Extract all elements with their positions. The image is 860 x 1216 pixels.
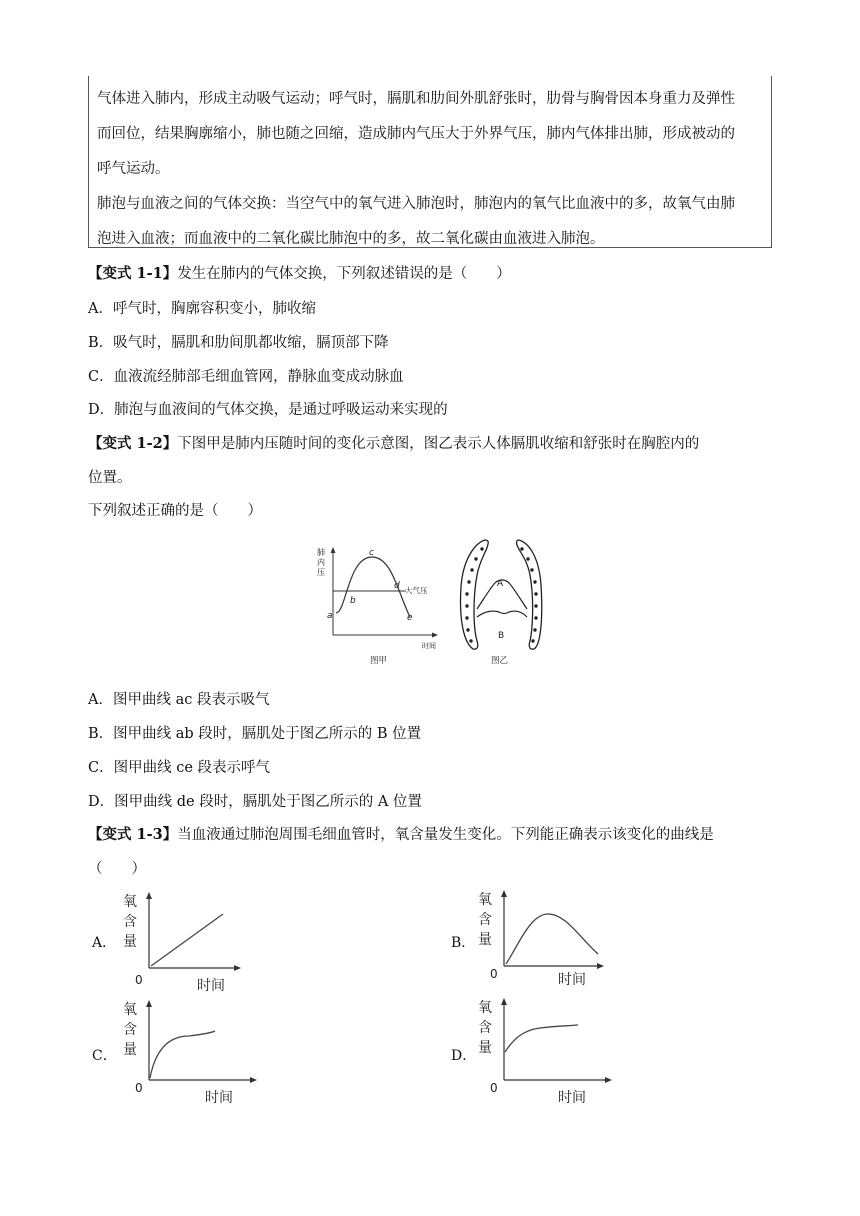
option-c-label: C．: [92, 1048, 117, 1064]
option-a: A．呼气时，胸廓容积变小，肺收缩: [88, 301, 316, 317]
option-d-label: D．: [451, 1048, 477, 1064]
question-text: 下图甲是肺内压随时间的变化示意图，图乙表示人体膈肌收缩和舒张时在胸腔内的: [177, 436, 700, 452]
option-c-graph: [115, 996, 260, 1106]
x-axis-arrow: [250, 1077, 257, 1083]
y-axis-arrow: [501, 890, 507, 897]
option-b: B．图甲曲线 ab 段时，膈肌处于图乙所示的 B 位置: [88, 726, 422, 742]
y-axis-label-char: 含: [123, 1022, 137, 1038]
x-axis-label: 时间: [205, 1090, 233, 1106]
question-1-1-stem: [88, 262, 511, 283]
x-axis-arrow: [234, 965, 241, 971]
option-b: B．吸气时，膈肌和肋间肌都收缩，膈顶部下降: [88, 335, 389, 351]
x-axis-arrow: [605, 1077, 612, 1083]
point-label: c: [369, 548, 374, 558]
option-b-graph: [474, 886, 609, 991]
explanation-box: [88, 76, 772, 248]
question-text: 当血液通过肺泡周围毛细血管时，氧含量发生变化。下列能正确表示该变化的曲线是: [177, 827, 714, 843]
y-axis-label-char: 含: [478, 912, 492, 928]
figure-yi: [455, 537, 555, 670]
x-axis-arrow: [597, 963, 604, 969]
y-axis-arrow: [331, 547, 336, 553]
question-tag: 【变式 1-1】: [88, 265, 178, 282]
explanation-line: 呼气运动。: [97, 161, 170, 177]
origin-label: 0: [135, 973, 143, 987]
y-axis-label-char: 压: [317, 568, 325, 577]
question-text: 发生在肺内的气体交换，下列叙述错误的是（ ）: [177, 266, 511, 282]
explanation-line: 而回位，结果胸廓缩小，肺也随之回缩，造成肺内气压大于外界气压，肺内气体排出肺，形成被动的: [97, 126, 735, 142]
y-axis-label-char: 含: [478, 1020, 492, 1036]
y-axis-label-char: 量: [478, 932, 492, 948]
option-c: C．图甲曲线 ce 段表示呼气: [88, 760, 271, 776]
question-text-line2: （ ）: [88, 861, 146, 877]
option-a: A．图甲曲线 ac 段表示吸气: [88, 692, 270, 708]
oxygen-curve: [505, 1025, 578, 1052]
oxygen-curve: [506, 914, 598, 964]
point-label: a: [327, 611, 333, 621]
x-axis-label: 时间: [197, 978, 225, 994]
question-tag: 【变式 1-3】: [88, 826, 178, 843]
origin-label: 0: [490, 1081, 498, 1095]
x-axis-label: 时间: [558, 1090, 586, 1106]
question-1-3-stem: [88, 823, 714, 844]
y-axis-label-char: 氧: [123, 894, 137, 910]
y-axis-label-char: 肺: [317, 548, 325, 557]
left-chest-wall: [461, 540, 489, 649]
option-a-label: A．: [92, 935, 117, 951]
y-axis-label-char: 氧: [478, 1000, 492, 1016]
origin-label: 0: [135, 1081, 143, 1095]
figure-caption: 图甲: [370, 656, 388, 666]
y-axis-arrow: [146, 892, 152, 899]
atmospheric-pressure-label: 大气压: [405, 586, 428, 595]
label-a: A: [497, 579, 504, 589]
question-1-2-stem: [88, 432, 699, 453]
question-text-line3: 下列叙述正确的是（ ）: [88, 503, 262, 519]
x-axis-label: 时间: [558, 972, 586, 988]
y-axis-label-char: 氧: [478, 892, 492, 908]
figure-caption: 图乙: [491, 656, 509, 666]
option-a-graph: [115, 890, 245, 995]
oxygen-curve: [150, 1031, 215, 1078]
y-axis-label-char: 量: [123, 1042, 137, 1058]
y-axis-arrow: [146, 1000, 152, 1007]
explanation-line: 肺泡与血液之间的气体交换：当空气中的氧气进入肺泡时，肺泡内的氧气比血液中的多，故氧气由肺: [97, 196, 735, 212]
y-axis-label-char: 氧: [123, 1002, 137, 1018]
question-text-line2: 位置。: [88, 470, 132, 486]
option-c: C．血液流经肺部毛细血管网，静脉血变成动脉血: [88, 369, 404, 385]
option-b-label: B．: [451, 935, 476, 951]
y-axis-label-char: 量: [478, 1040, 492, 1056]
y-axis-label-char: 量: [123, 934, 137, 950]
x-axis-label: 时间: [422, 642, 436, 650]
point-label: e: [407, 613, 413, 623]
x-axis-arrow: [432, 633, 438, 638]
explanation-line: 泡进入血液；而血液中的二氧化碳比肺泡中的多，故二氧化碳由血液进入肺泡。: [97, 231, 605, 247]
question-tag: 【变式 1-2】: [88, 435, 178, 452]
y-axis-arrow: [501, 998, 507, 1005]
label-b: B: [498, 631, 505, 641]
y-axis-label-char: 内: [317, 558, 325, 567]
option-d: D．肺泡与血液间的气体交换，是通过呼吸运动来实现的: [88, 402, 448, 418]
option-d-graph: [474, 994, 619, 1106]
oxygen-curve: [151, 914, 223, 966]
right-chest-wall: [517, 540, 542, 649]
diaphragm-position-b: [477, 611, 527, 617]
y-axis-label-char: 含: [123, 914, 137, 930]
explanation-line: 气体进入肺内，形成主动吸气运动；呼气时，膈肌和肋间外肌舒张时，肋骨与胸骨因本身重力及弹性: [97, 91, 735, 107]
point-label: b: [350, 596, 356, 606]
point-label: d: [394, 581, 400, 591]
figure-jia: [310, 545, 445, 670]
option-d: D．图甲曲线 de 段时，膈肌处于图乙所示的 A 位置: [88, 794, 422, 810]
origin-label: 0: [490, 967, 498, 981]
